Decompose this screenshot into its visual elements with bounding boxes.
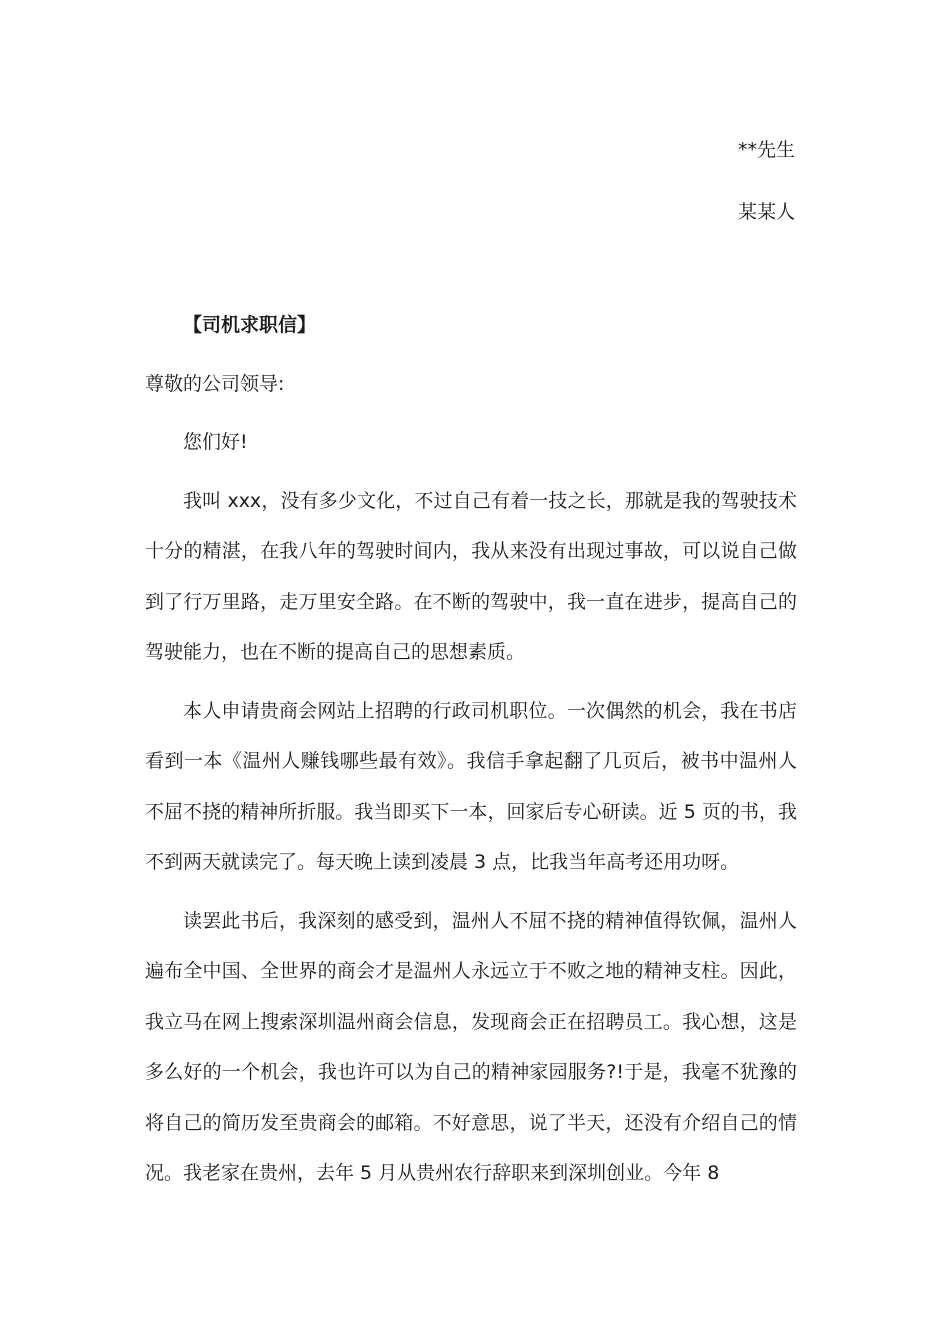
signature-name: 某某人 xyxy=(737,201,795,223)
letter-greeting: 您们好! xyxy=(183,431,248,453)
letter-salutation: 尊敬的公司领导: xyxy=(145,372,285,395)
letter-body xyxy=(145,300,797,1207)
letter-paragraph-3: 读罢此书后，我深刻的感受到，温州人不屈不挠的精神值得钦佩，温州人遍布全中国、全世界的商会才是温州人永远立于不败之地的精神支柱。因此，我立马在网上搜索深圳温州商会信息，发现商会正在招聘员工。我心想，这是多么好的一个机会，我也许可以为自己的精神家园服务?!于是，我毫不犹豫的将自己的简历发至贵商会的邮箱。不好意思，说了半天，还没有介绍自己的情况。我老家在贵州，去年 5 月从贵州农行辞职来到深圳创业。今年 8 xyxy=(145,909,797,1184)
letter-paragraph-1: 我叫 xxx，没有多少文化，不过自己有着一技之长，那就是我的驾驶技术十分的精湛，在我八年的驾驶时间内，我从来没有出现过事故，可以说自己做到了行万里路，走万里安全路。在不断的驾驶中，我一直在进步，提高自己的驾驶能力，也在不断的提高自己的思想素质。 xyxy=(145,489,797,663)
signature-title: **先生 xyxy=(737,139,795,161)
letter-title: 【司机求职信】 xyxy=(183,314,317,336)
letter-paragraph-2: 本人申请贵商会网站上招聘的行政司机职位。一次偶然的机会，我在书店看到一本《温州人赚钱哪些最有效》。我信手拿起翻了几页后，被书中温州人不屈不挠的精神所折服。我当即买下一本，回家后专心研读。近 5 页的书，我不到两天就读完了。每天晚上读到凌晨 3 点，比我当年高考还用功呀。 xyxy=(145,699,797,873)
